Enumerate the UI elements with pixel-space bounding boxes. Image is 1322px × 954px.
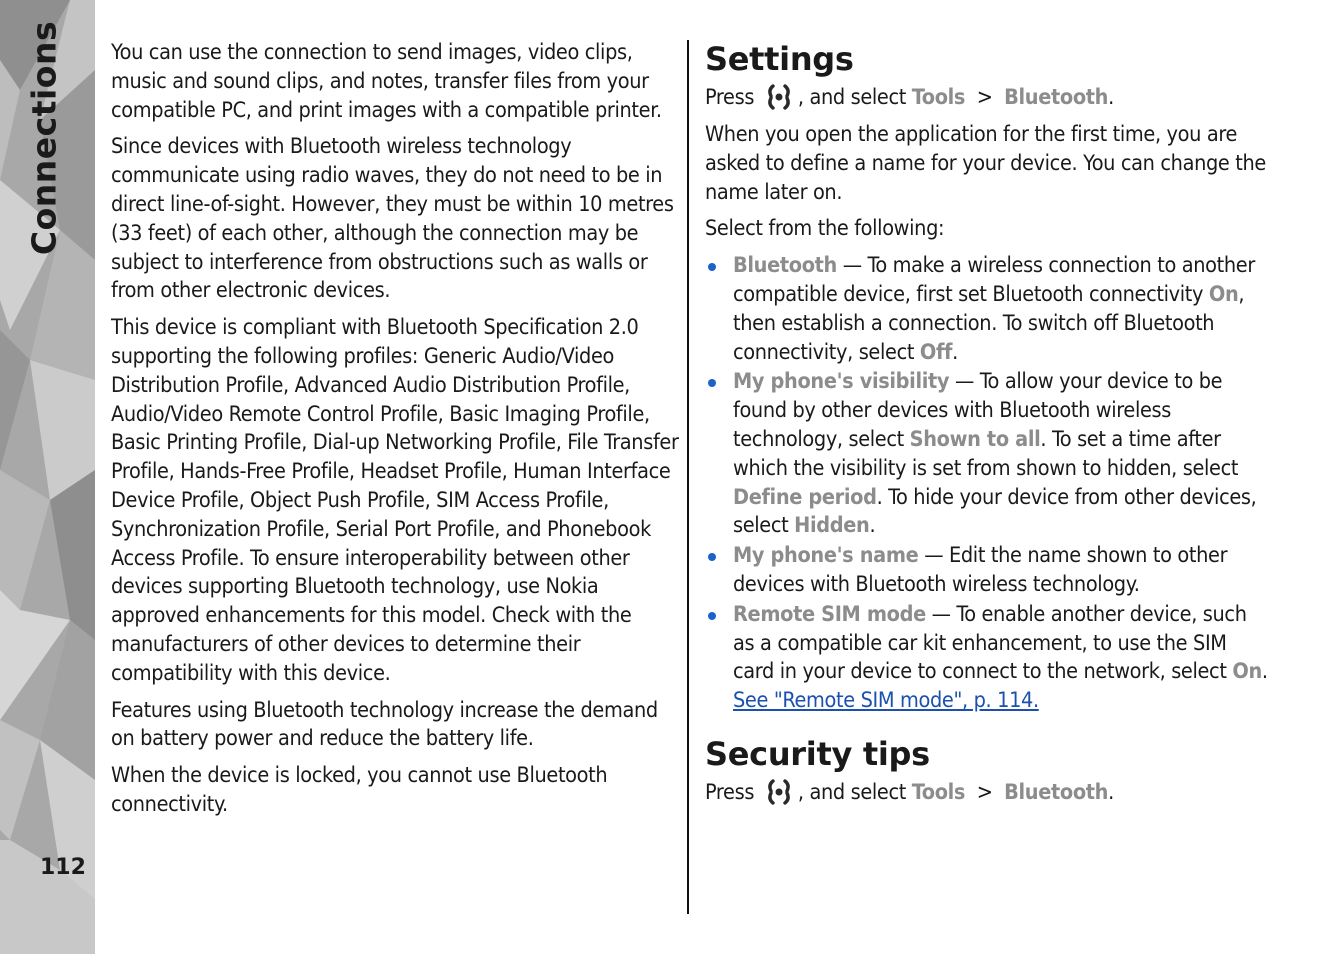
menu-tools: Tools <box>911 779 966 805</box>
option-term: Remote SIM mode <box>733 601 926 627</box>
menu-bluetooth: Bluetooth <box>1004 85 1109 110</box>
menu-tools: Tools <box>911 85 966 110</box>
list-item: Bluetooth — To make a wireless connection to another compatible device, first set Bluetooth connectivity On, then establish a connection. To switch off Bluetooth connectivity, select Off. <box>705 252 1273 367</box>
bullet-icon <box>708 553 716 561</box>
paragraph-battery: Features using Bluetooth technology increase the demand on battery power and reduce the battery life. <box>111 697 658 752</box>
paragraph-locked-device: When the device is locked, you cannot use Bluetooth connectivity. <box>111 763 608 817</box>
option-term: My phone's visibility <box>733 369 950 395</box>
paragraph-radio-waves: Since devices with Bluetooth wireless technology communicate using radio waves, they do not need to be in direct line-of-sight. However, they must be within 10 metres (33 feet) of each other, although the connection may be subject to interference from obstructions such as walls or from other electronic devices. <box>111 134 674 304</box>
list-item: My phone's name — Edit the name shown to other devices with Bluetooth wireless technology. <box>705 542 1273 600</box>
bullet-icon <box>708 379 716 387</box>
remote-sim-link[interactable]: See "Remote SIM mode", p. 114. <box>733 688 1039 714</box>
settings-heading: Settings <box>705 40 854 78</box>
paragraph-connection-uses: You can use the connection to send images, video clips, music and sound clips, and notes, transfer files from your compatible PC, and print images with a compatible printer. <box>111 40 662 123</box>
option-term: My phone's name <box>733 543 919 569</box>
section-title-text: Connections <box>24 20 64 256</box>
settings-intro: When you open the application for the first time, you are asked to define a name for your device. You can change the name later on. <box>705 122 1266 205</box>
select-from-label: Select from the following: <box>705 216 945 242</box>
right-column <box>705 39 1273 816</box>
security-heading: Security tips <box>705 734 930 773</box>
security-menu-path: Press , and select Tools > Bluetooth. <box>705 776 1273 808</box>
settings-options-list <box>705 252 1273 716</box>
bullet-icon <box>708 263 716 271</box>
list-item: My phone's visibility — To allow your device to be found by other devices with Bluetooth wireless technology, select Shown to all. To set a time after which the visibility is set from shown to hidden, select Define period. To hide your device from other devices, select Hidden. <box>705 368 1273 541</box>
option-term: Bluetooth <box>733 253 837 279</box>
list-item: Remote SIM mode — To enable another device, such as a compatible car kit enhancement, to use the SIM card in your device to connect to the network, select On. See "Remote SIM mode", p. 114. <box>705 601 1273 716</box>
column-divider <box>687 40 689 914</box>
menu-bluetooth: Bluetooth <box>1004 779 1109 805</box>
sidebar-band <box>0 0 95 954</box>
paragraph-profiles: This device is compliant with Bluetooth Specification 2.0 supporting the following profiles: Generic Audio/Video Distribution Profile, Advanced Audio Distribution Profile, Audio/Video Remote Control Profile, Basic Imaging Profile, Basic Printing Profile, Dial-up Networking Profile, File Transfer Profile, Hands-Free Profile, Headset Profile, Human Interface Device Profile, Object Push Profile, SIM Access Profile, Synchronization Profile, Serial Port Profile, and Phonebook Access Profile. To ensure interoperability between other devices supporting Bluetooth technology, use Nokia approved enhancements for this model. Check with the manufacturers of other devices to determine their compatibility with this device. <box>111 315 679 686</box>
page-number: 112 <box>40 855 86 880</box>
bullet-icon <box>708 612 716 620</box>
left-column <box>111 39 679 828</box>
menu-key-icon <box>764 776 794 808</box>
menu-key-icon <box>764 81 794 113</box>
settings-menu-path: Press , and select Tools > Bluetooth. <box>705 81 1273 113</box>
